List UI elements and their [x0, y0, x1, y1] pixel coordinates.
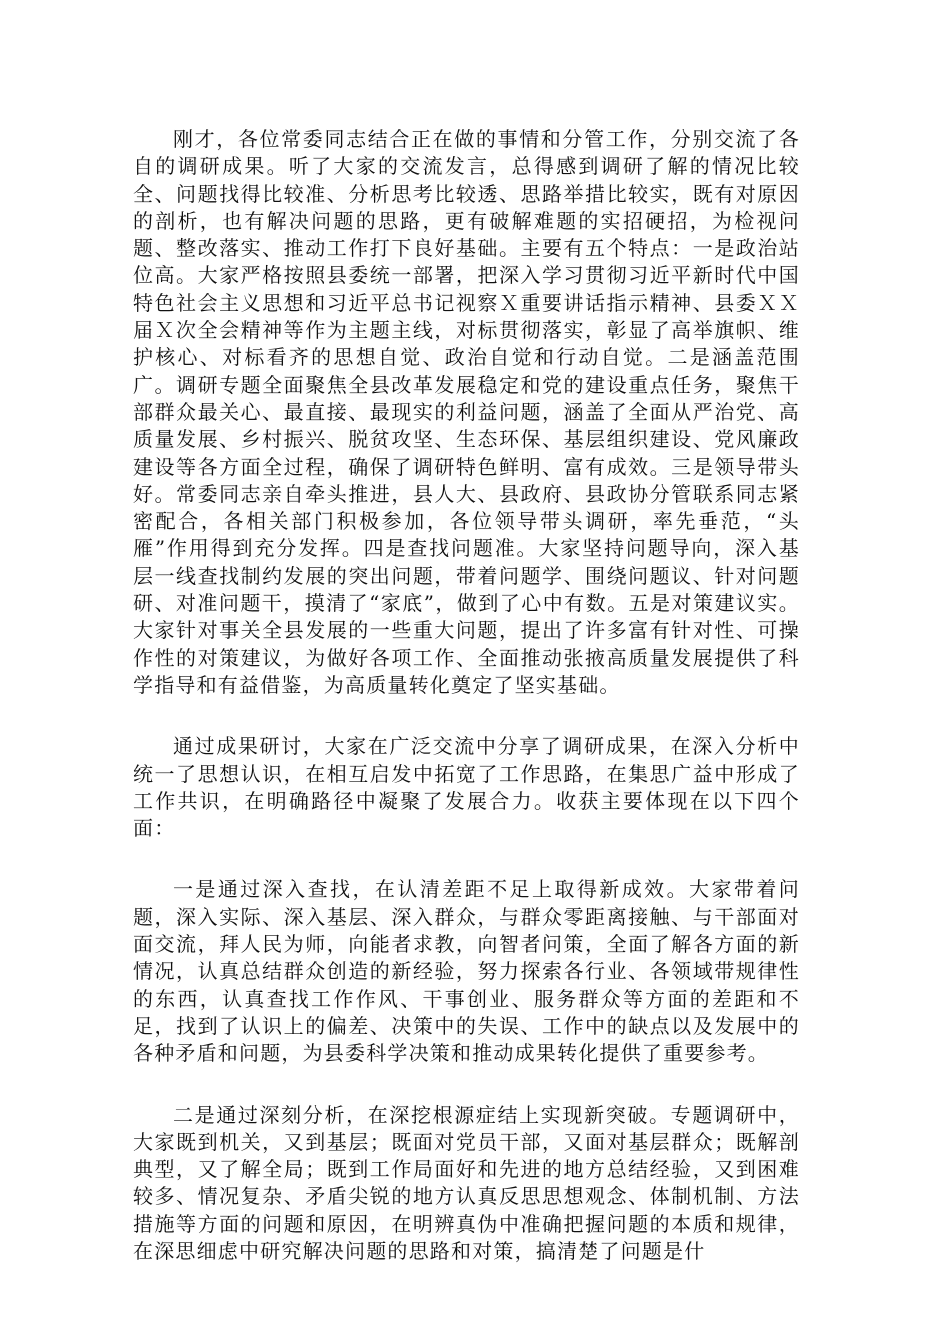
paragraph-point-two: 二是通过深刻分析，在深挖根源症结上实现新突破。专题调研中，大家既到机关，又到基层；既面对党员干部，又面对基层群众；既解剖典型，又了解全局；既到工作局面好和先进的地方总结经验，又到困难较多、情况复杂、矛盾尖锐的地方认真反思思想观念、体制机制、方法措施等方面的问题和原因，在明辨真伪中准确把握问题的本质和规律，在深思细虑中研究解决问题的思路和对策，搞清楚了问题是什: [133, 1102, 800, 1263]
paragraph-summary-five-features: 刚才，各位常委同志结合正在做的事情和分管工作，分别交流了各自的调研成果。听了大家的交流发言，总得感到调研了解的情况比较全、问题找得比较准、分析思考比较透、思路举措比较实，既有对原因的剖析，也有解决问题的思路，更有破解难题的实招硬招，为检视问题、整改落实、推动工作打下良好基础。主要有五个特点：一是政治站位高。大家严格按照县委统一部署，把深入学习贯彻习近平新时代中国特色社会主义思想和习近平总书记视察Ｘ重要讲话指示精神、县委ＸＸ届Ｘ次全会精神等作为主题主线，对标贯彻落实，彰显了高举旗帜、维护核心、对标看齐的思想自觉、政治自觉和行动自觉。二是涵盖范围广。调研专题全面聚焦全县改革发展稳定和党的建设重点任务，聚焦干部群众最关心、最直接、最现实的利益问题，涵盖了全面从严治党、高质量发展、乡村振兴、脱贫攻坚、生态环保、基层组织建设、党风廉政建设等各方面全过程，确保了调研特色鲜明、富有成效。三是领导带头好。常委同志亲自牵头推进，县人大、县政府、县政协分管联系同志紧密配合，各相关部门积极参加，各位领导带头调研，率先垂范，“头雁”作用得到充分发挥。四是查找问题准。大家坚持问题导向，深入基层一线查找制约发展的突出问题，带着问题学、围绕问题议、针对问题研、对准问题干，摸清了“家底”，做到了心中有数。五是对策建议实。大家针对事关全县发展的一些重大问题，提出了许多富有针对性、可操作性的对策建议，为做好各项工作、全面推动张掖高质量发展提供了科学指导和有益借鉴，为高质量转化奠定了坚实基础。: [133, 127, 800, 697]
document-body: [133, 126, 800, 1265]
paragraph-discussion-gains: 通过成果研讨，大家在广泛交流中分享了调研成果，在深入分析中统一了思想认识，在相互启发中拓宽了工作思路，在集思广益中形成了工作共识，在明确路径中凝聚了发展合力。收获主要体现在以下四个面：: [133, 734, 800, 841]
paragraph-point-one: 一是通过深入查找，在认清差距不足上取得新成效。大家带着问题，深入实际、深入基层、深入群众，与群众零距离接触、与干部面对面交流，拜人民为师，向能者求教，向智者问策，全面了解各方面的新情况，认真总结群众创造的新经验，努力探索各行业、各领域带规律性的东西，认真查找工作作风、干事创业、服务群众等方面的差距和不足，找到了认识上的偏差、决策中的失误、工作中的缺点以及发展中的各种矛盾和问题，为县委科学决策和推动成果转化提供了重要参考。: [133, 877, 800, 1066]
